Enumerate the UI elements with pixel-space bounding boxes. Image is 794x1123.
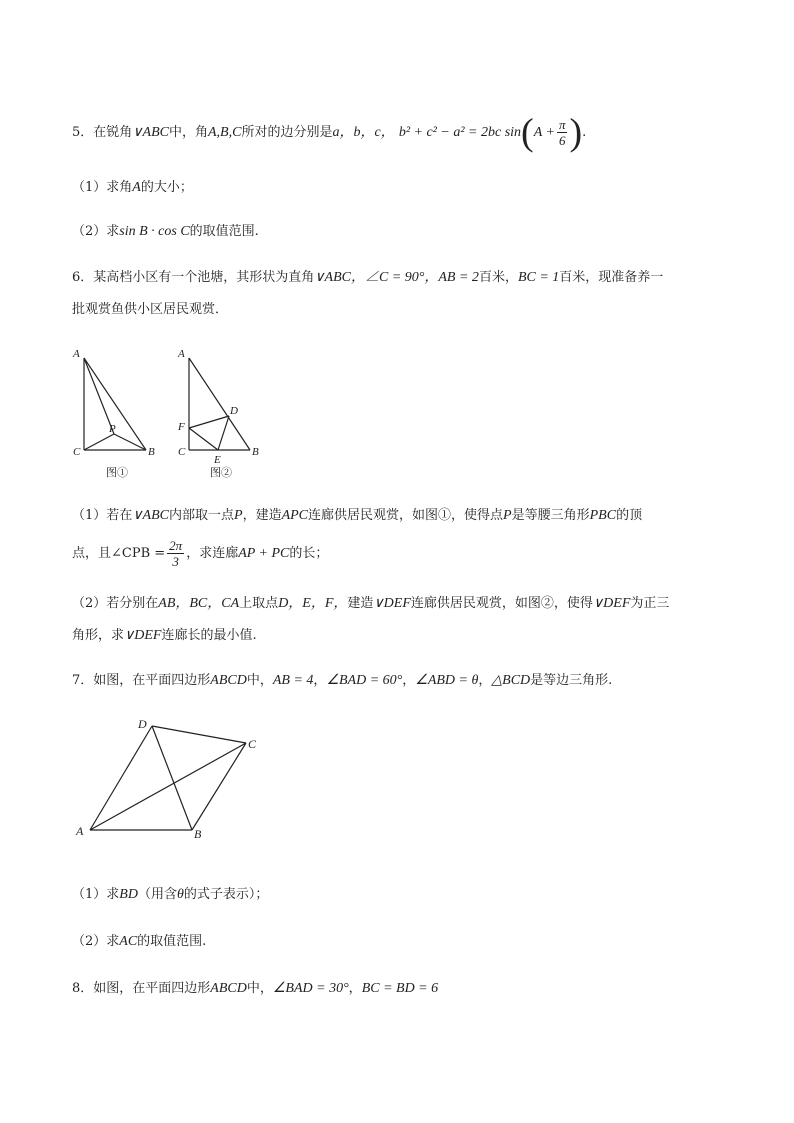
- q6-figure-2: [189, 358, 250, 450]
- q6-fig2-label-f: F: [178, 421, 185, 433]
- q6-fig2-label-d: D: [230, 405, 238, 417]
- q6-figure-1: [84, 358, 146, 450]
- q6-fig2-caption: 图②: [210, 467, 232, 479]
- q7-label-a: A: [76, 824, 84, 838]
- q6-part2-line2: 角形，求∨DEF连廊长的最小值.: [72, 628, 257, 643]
- q6-stem-line1: 6．某高档小区有一个池塘，其形状为直角∨ABC，∠C = 90°，AB = 2百米，BC = 1百米，现准备养一: [72, 270, 664, 285]
- q6-fig1-label-a: A: [73, 348, 80, 360]
- q5-equation: b² + c² − a² = 2bc sin: [398, 125, 522, 140]
- q6-fig1-label-p: P: [109, 423, 116, 435]
- q6-fig1-caption: 图①: [106, 467, 128, 479]
- q6-fig1-label-c: C: [73, 446, 81, 458]
- q7-stem: 7．如图，在平面四边形ABCD中，AB = 4，∠BAD = 60°，∠ABD = θ，△BCD是等边三角形.: [72, 673, 613, 688]
- q6-fig2-label-b: B: [252, 446, 259, 458]
- q7-part2: （2）求AC的取值范围.: [72, 934, 207, 949]
- q5-part2: （2）求sin B · cos C的取值范围.: [72, 224, 259, 239]
- q7-label-c: C: [248, 737, 257, 751]
- q6-fig2-label-e: E: [214, 454, 221, 466]
- q6-part1-line1: （1）若在∨ABC内部取一点P，建造APC连廊供居民观赏，如图①，使得点P是等腰三角形PBC的顶: [72, 508, 643, 523]
- q5-fraction: $\frac{\pi}{6}$: [558, 117, 566, 148]
- q8-stem: 8．如图，在平面四边形ABCD中，∠BAD = 30°，BC = BD = 6: [72, 981, 439, 996]
- q6-part1-fraction: $\frac{2\pi}{3}$: [169, 538, 183, 569]
- q6-fig2-label-a: A: [178, 348, 185, 360]
- q6-fig2-label-c: C: [178, 446, 186, 458]
- q5-triangle: ∨ABC: [132, 125, 169, 140]
- q6-stem-line2: 批观赏鱼供小区居民观赏．: [72, 302, 229, 317]
- q6-fig1-label-b: B: [148, 446, 155, 458]
- q7-part1: （1）求BD（用含θ的式子表示）；: [72, 887, 269, 902]
- q5-stem: 5．在锐角∨ABC中，角A,B,C所对的边分别是a，b，c， b² + c² − a² = 2bc sin(A + $\frac{\pi}{6}$ ).: [72, 111, 587, 154]
- q6-part1-line2: 点，且∠CPB = $\frac{2\pi}{3}$ ，求连廊AP + PC的长；: [72, 538, 329, 569]
- q7-figure: [70, 712, 270, 847]
- q6-part2-line1: （2）若分别在AB，BC，CA上取点D，E，F，建造∨DEF连廊供居民观赏，如图②，使得∨DEF为正三: [72, 596, 670, 611]
- q6-figures: [60, 340, 280, 485]
- q5-part1: （1）求角A的大小；: [72, 180, 193, 195]
- q7-label-b: B: [194, 827, 202, 841]
- q7-label-d: D: [138, 717, 147, 731]
